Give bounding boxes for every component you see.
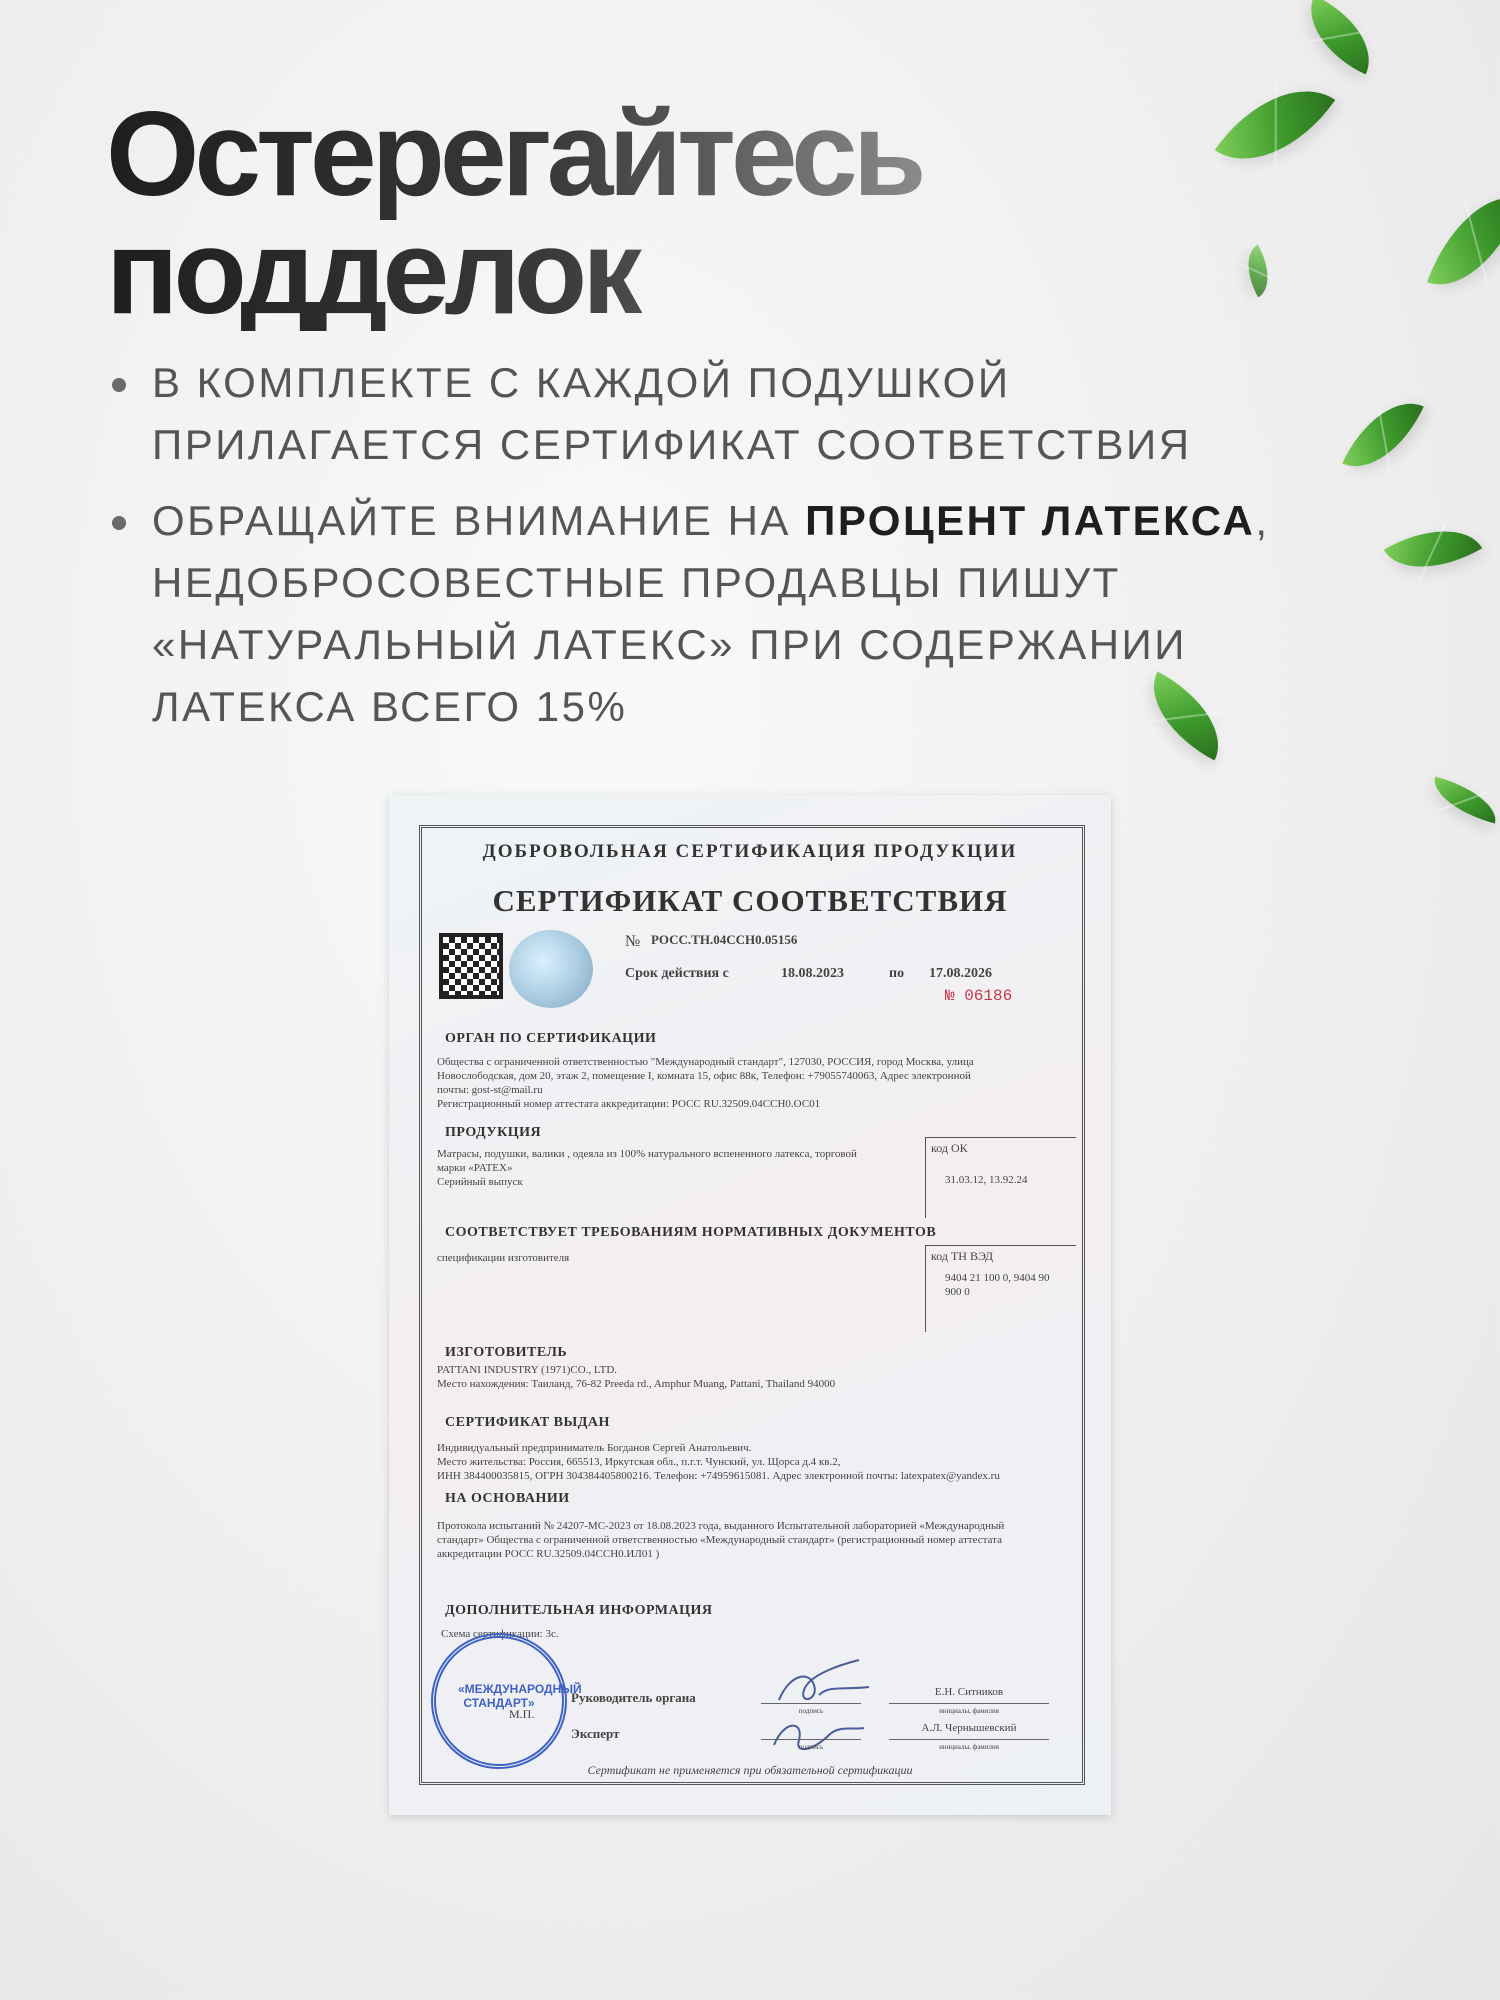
basis-text-2: стандарт» Общества с ограниченной ответственностью «Международный стандарт» (регистрационный номер аттестата (437, 1534, 1002, 1546)
cert-top-caption: ДОБРОВОЛЬНАЯ СЕРТИФИКАЦИЯ ПРОДУКЦИИ (482, 841, 1018, 862)
bullet-text: ОБРАЩАЙТЕ ВНИМАНИЕ НА (152, 497, 806, 544)
basis-text-3: аккредитации РОСС RU.32509.04ССН0.ИЛ01 ) (437, 1548, 660, 1560)
issued-heading: СЕРТИФИКАТ ВЫДАН (445, 1415, 610, 1430)
issued-text-3: ИНН 384400035815, ОГРН 304384405800216. Телефон: +74959615081. Адрес электронной почты: latexpatex@yandex.ru (437, 1470, 1000, 1482)
issued-text-1: Индивидуальный предприниматель Богданов Сергей Анатольевич. (437, 1442, 752, 1454)
ok-code-value: 31.03.12, 13.92.24 (945, 1174, 1028, 1186)
tnved-code-value-2: 900 0 (945, 1286, 970, 1298)
valid-to: 17.08.2026 (929, 966, 992, 981)
bullet-item-certificate: В КОМПЛЕКТЕ С КАЖДОЙ ПОДУШКОЙ ПРИЛАГАЕТСЯ СЕРТИФИКАТ СООТВЕТСТВИЯ (110, 352, 1350, 476)
title-line-2: подделок (106, 205, 638, 339)
organ-text-4: Регистрационный номер аттестата аккредитации: РОСС RU.32509.04ССН0.ОС01 (437, 1098, 821, 1110)
head-of-organ-label: Руководитель органа (571, 1690, 696, 1705)
mp-label: М.П. (509, 1707, 535, 1721)
basis-text-1: Протокола испытаний № 24207-МС-2023 от 18.08.2023 года, выданного Испытательной лабораторией «Международный (437, 1520, 1005, 1532)
norms-text: спецификации изготовителя (437, 1252, 570, 1264)
product-heading: ПРОДУКЦИЯ (445, 1125, 542, 1140)
cert-number: РОСС.ТН.04ССН0.05156 (651, 932, 798, 947)
cert-footer-note: Сертификат не применяется при обязательной сертификации (587, 1763, 913, 1777)
organ-text-2: Новослободская, дом 20, этаж 2, помещение I, комната 15, офис 88к, Телефон: +79055740063, Адрес электронной (437, 1070, 971, 1082)
norms-heading: СООТВЕТСТВУЕТ ТРЕБОВАНИЯМ НОРМАТИВНЫХ ДОКУМЕНТОВ (445, 1225, 937, 1240)
leaf-decoration-5 (1342, 385, 1424, 484)
leaf-decoration-3 (1427, 179, 1500, 304)
organ-text-3: почты: gost-st@mail.ru (437, 1084, 543, 1096)
maker-text-2: Место нахождения: Таиланд, 76-82 Preeda rd., Amphur Muang, Pattani, Thailand 94000 (437, 1378, 836, 1390)
head-name: Е.Н. Ситников (934, 1686, 1004, 1698)
maker-text-1: PATTANI INDUSTRY (1971)CO., LTD. (437, 1364, 618, 1376)
hologram-seal-icon (509, 930, 593, 1008)
extra-text: Схема сертификации: 3с. (441, 1628, 559, 1640)
bullet-text-tail: , НЕДОБРОСОВЕСТНЫЕ ПРОДАВЦЫ ПИШУТ «НАТУРАЛЬНЫЙ ЛАТЕКС» ПРИ СОДЕРЖАНИИ ЛАТЕКСА ВСЕГО 15% (152, 497, 1270, 730)
page-title (106, 87, 922, 339)
initials-caption-expert: инициалы, фамилия (889, 1739, 1049, 1754)
bullet-emphasis: ПРОЦЕНТ ЛАТЕКСА (805, 497, 1256, 544)
leaf-decoration-4 (1235, 245, 1281, 298)
tnved-code-value-1: 9404 21 100 0, 9404 90 (945, 1272, 1050, 1284)
valid-from: 18.08.2023 (781, 966, 844, 981)
leaf-decoration-8 (1427, 776, 1500, 823)
certificate-image (389, 795, 1111, 1815)
expert-name: А.Л. Чернышевский (921, 1722, 1017, 1734)
organ-text-1: Общества с ограниченной ответственностью "Международный стандарт", 127030, РОССИЯ, город Москва, улица (437, 1056, 974, 1068)
cert-title: СЕРТИФИКАТ СООТВЕТСТВИЯ (492, 883, 1008, 918)
cert-serial-number: № 06186 (945, 987, 1013, 1005)
sign-caption-head: подпись (761, 1703, 861, 1718)
product-text-3: Серийный выпуск (437, 1176, 523, 1188)
validity-label: Срок действия с (625, 966, 729, 981)
valid-to-label: по (889, 966, 905, 981)
issued-text-2: Место жительства: Россия, 665513, Иркутская обл., п.г.т. Чунский, ул. Щорса д.4 кв.2, (437, 1456, 841, 1468)
initials-caption-head: инициалы, фамилия (889, 1703, 1049, 1718)
product-text-2: марки «PATEX» (437, 1162, 513, 1174)
expert-label: Эксперт (571, 1726, 620, 1741)
sign-caption-expert: подпись (761, 1739, 861, 1754)
round-stamp-icon (431, 1633, 582, 1769)
title-line-1: Остерегайтесь (106, 87, 922, 221)
ok-code-label: код ОК (931, 1141, 968, 1155)
bullet-item-latex-percent (110, 490, 1350, 738)
qr-code-icon (439, 933, 503, 999)
organ-heading: ОРГАН ПО СЕРТИФИКАЦИИ (445, 1031, 657, 1046)
leaf-decoration-2 (1293, 0, 1387, 75)
bullet-list (110, 352, 1350, 752)
tnved-code-label: код ТН ВЭД (931, 1249, 994, 1263)
stamp-text: «МЕЖДУНАРОДНЫЙ СТАНДАРТ» (458, 1682, 582, 1710)
cert-number-label: № (625, 933, 641, 950)
basis-heading: НА ОСНОВАНИИ (445, 1491, 570, 1506)
extra-heading: ДОПОЛНИТЕЛЬНАЯ ИНФОРМАЦИЯ (445, 1603, 713, 1618)
leaf-decoration-1 (1215, 60, 1335, 190)
leaf-decoration-6 (1384, 507, 1482, 592)
maker-heading: ИЗГОТОВИТЕЛЬ (445, 1345, 568, 1360)
product-text-1: Матрасы, подушки, валики , одеяла из 100% натурального вспененного латекса, торговой (437, 1148, 857, 1160)
